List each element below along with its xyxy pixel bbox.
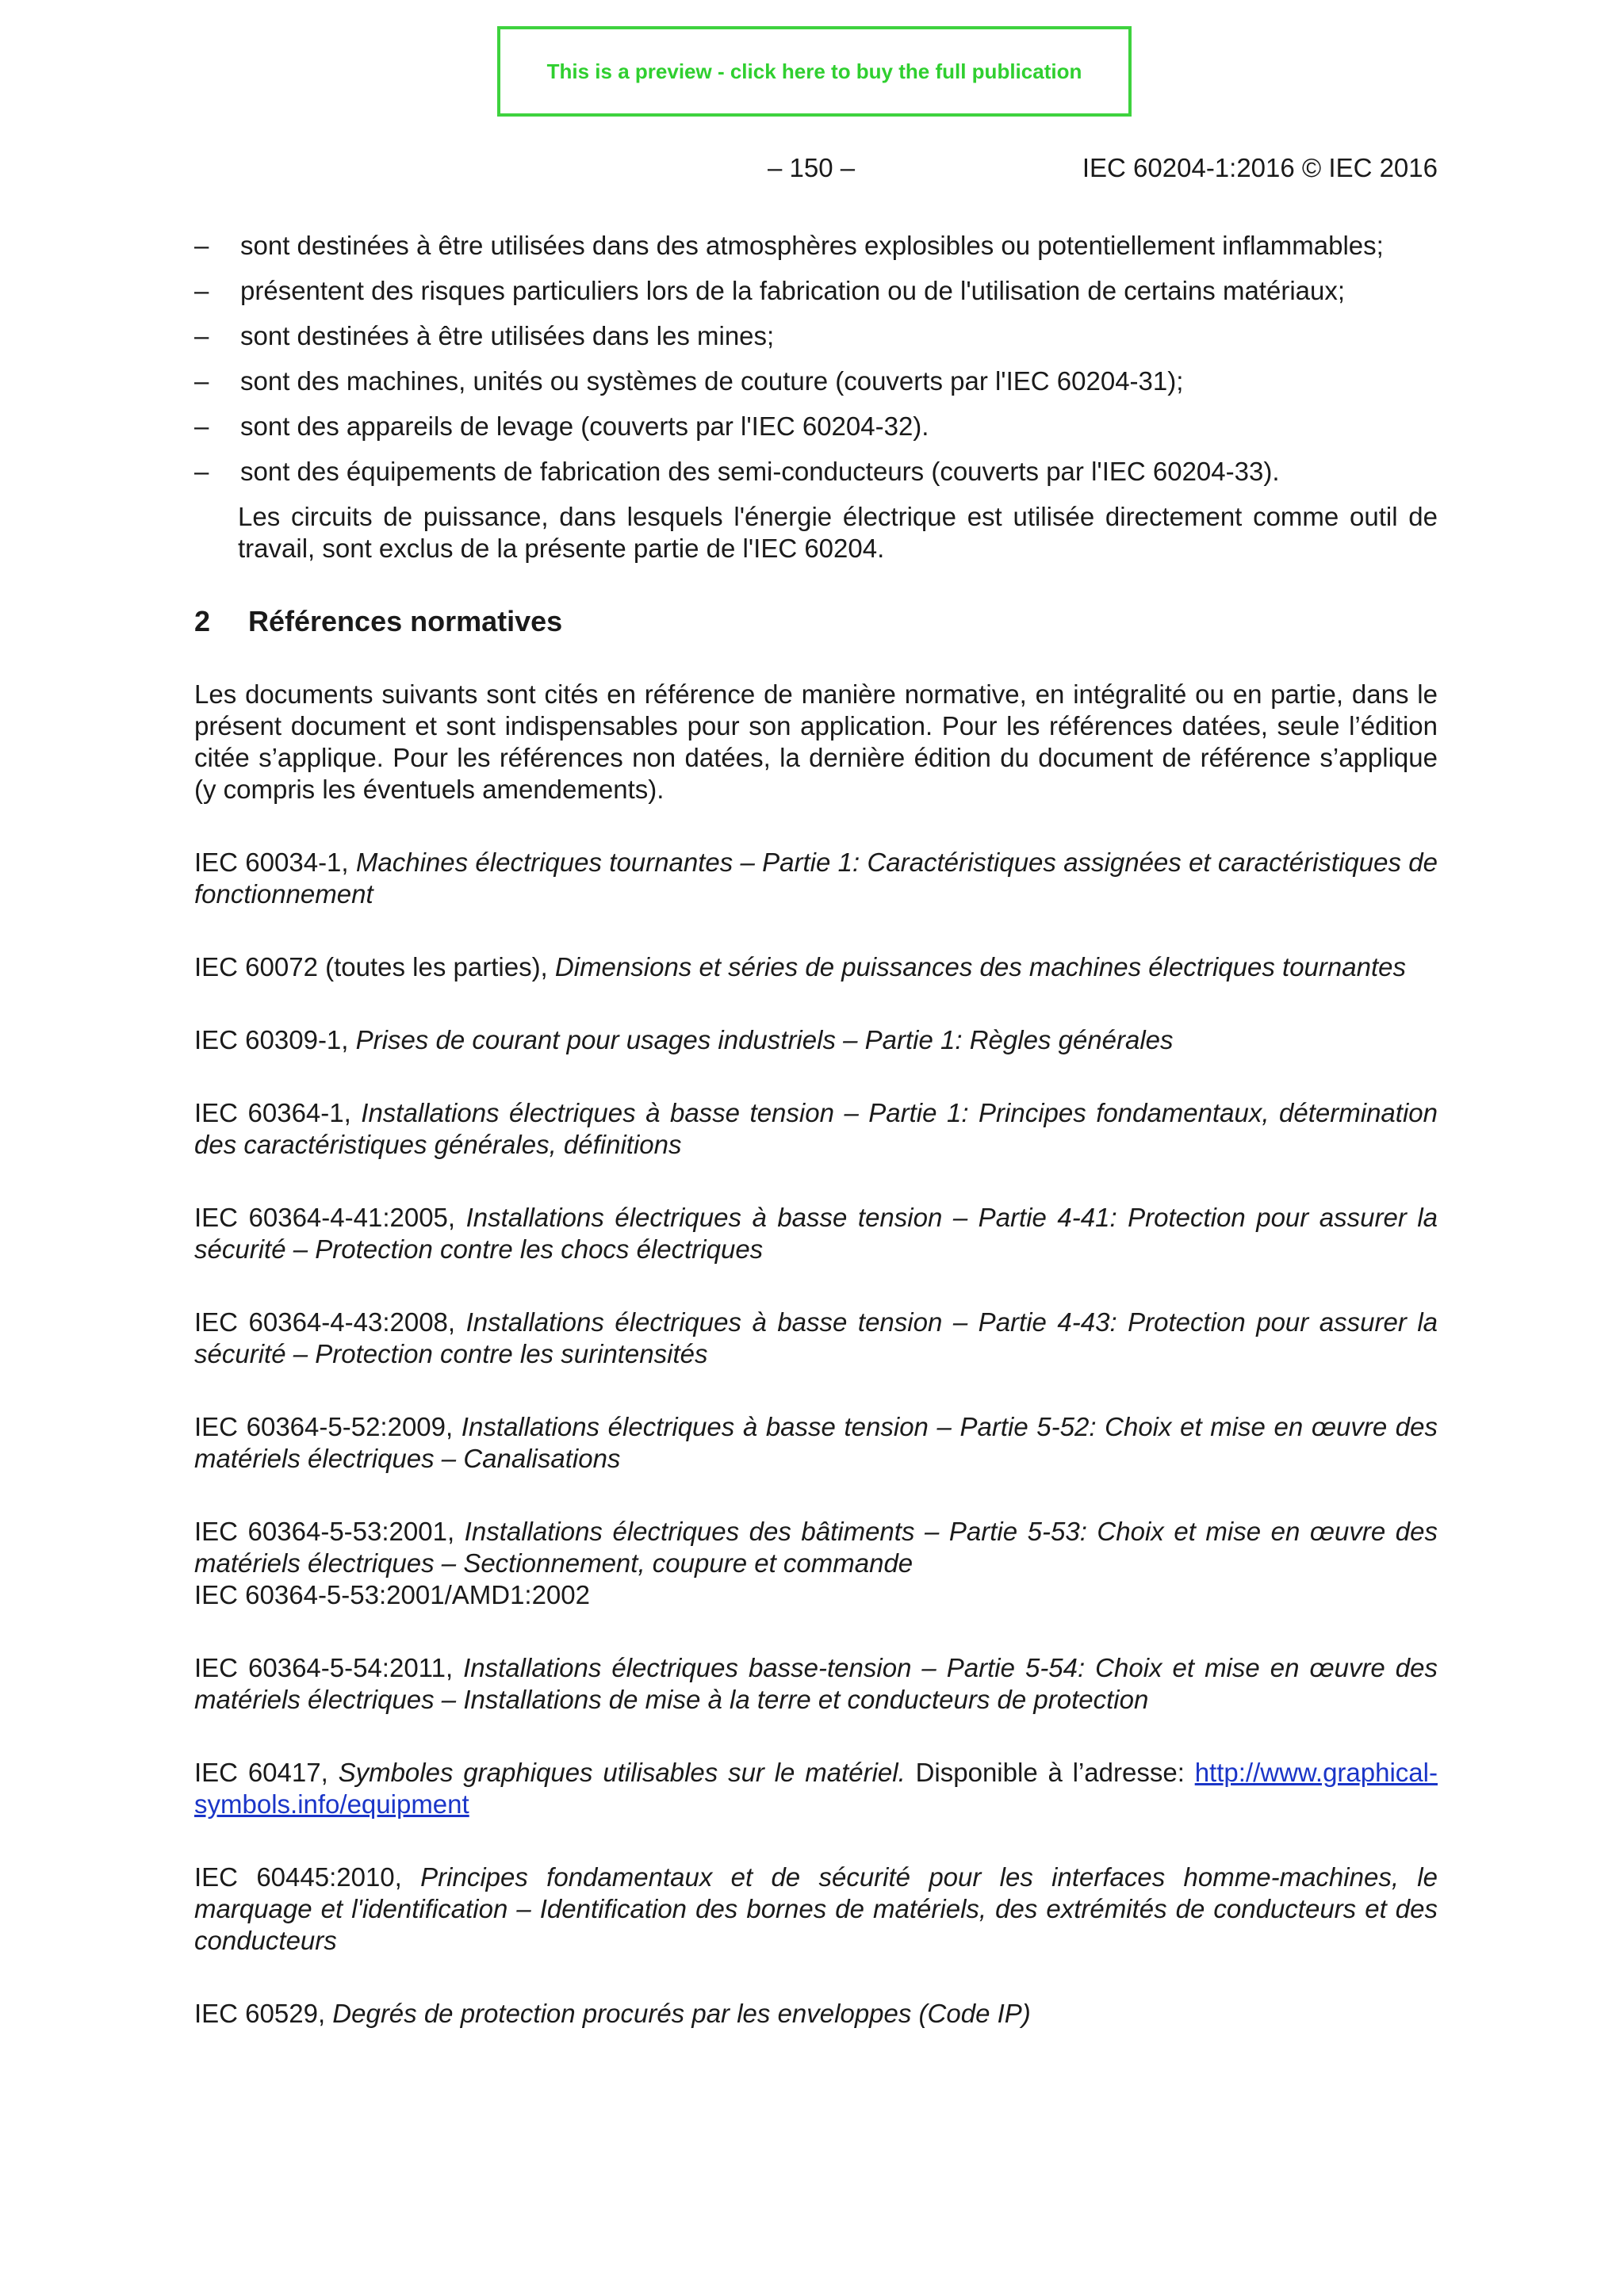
- exclusion-list: [194, 230, 1438, 488]
- reference-entry: IEC 60072 (toutes les parties), Dimensions et séries de puissances des machines électriques tournantes: [194, 952, 1406, 982]
- dash-bullet: –: [194, 231, 209, 260]
- dash-bullet: –: [194, 276, 209, 305]
- reference-entry: IEC 60309-1, Prises de courant pour usages industriels – Partie 1: Règles générales: [194, 1025, 1174, 1054]
- section-title: Références normatives: [248, 605, 563, 637]
- reference-entry: IEC 60364-4-41:2005, Installations électriques à basse tension – Partie 4-41: Protection pour assurer la sécurité – Protection contre les chocs électriques: [194, 1203, 1438, 1264]
- reference-entry: IEC 60529, Degrés de protection procurés par les enveloppes (Code IP): [194, 1999, 1031, 2028]
- reference-entry: IEC 60364-5-53:2001, Installations électriques des bâtiments – Partie 5-53: Choix et mise en œuvre des matériels électriques – Sectionnement, coupure et commande IEC 60364-5-53:2001/AMD1:2002: [194, 1517, 1438, 1609]
- reference-entry: IEC 60417, Symboles graphiques utilisables sur le matériel. Disponible à l’adresse: http://www.graphical-symbols.info/equipment: [194, 1758, 1438, 1819]
- section-number: 2: [194, 605, 211, 637]
- buy-publication-banner[interactable]: This is a preview - click here to buy the full publication: [497, 26, 1132, 117]
- reference-entry: IEC 60034-1, Machines électriques tournantes – Partie 1: Caractéristiques assignées et caractéristiques de fonctionnement: [194, 848, 1438, 909]
- reference-entry: IEC 60364-5-54:2011, Installations électriques basse-tension – Partie 5-54: Choix et mise en œuvre des matériels électriques – Installations de mise à la terre et conducteurs de protection: [194, 1653, 1438, 1714]
- list-item: – sont destinées à être utilisées dans les mines;: [194, 321, 775, 350]
- dash-bullet: –: [194, 321, 209, 350]
- dash-bullet: –: [194, 457, 209, 486]
- list-item: – sont des appareils de levage (couverts par l'IEC 60204-32).: [194, 411, 929, 441]
- dash-bullet: –: [194, 411, 209, 441]
- document-reference: IEC 60204-1:2016 © IEC 2016: [1082, 153, 1438, 182]
- list-item: – présentent des risques particuliers lors de la fabrication ou de l'utilisation de certains matériaux;: [194, 276, 1346, 305]
- reference-entry: IEC 60364-1, Installations électriques à basse tension – Partie 1: Principes fondamentaux, détermination des caractéristiques générales, définitions: [194, 1098, 1438, 1159]
- reference-entry: IEC 60445:2010, Principes fondamentaux et de sécurité pour les interfaces homme-machines, le marquage et l'identification – Identification des bornes de matériels, des extrémités de conducteurs et des conducteurs: [194, 1862, 1438, 1955]
- reference-entry: IEC 60364-5-52:2009, Installations électriques à basse tension – Partie 5-52: Choix et mise en œuvre des matériels électriques – Canalisations: [194, 1412, 1438, 1473]
- page-body: [194, 230, 1438, 2071]
- intro-paragraph: Les documents suivants sont cités en référence de manière normative, en intégralité ou en partie, dans le présent document et sont indispensables pour son application. Pour les références datées, seule l’édition citée s’applique. Pour les références non datées, la dernière édition du document de référence s’applique (y compris les éventuels amendements).: [194, 679, 1438, 804]
- scope-note: Les circuits de puissance, dans lesquels l'énergie électrique est utilisée directement comme outil de travail, sont exclus de la présente partie de l'IEC 60204.: [238, 502, 1438, 563]
- page-number: – 150 –: [768, 153, 856, 182]
- graphical-symbols-link[interactable]: http://www.graphical-symbols.info/equipment: [194, 1758, 1438, 1819]
- section-heading: [194, 604, 1438, 639]
- amendment-reference: IEC 60364-5-53:2001/AMD1:2002: [194, 1580, 590, 1609]
- list-item: – sont des machines, unités ou systèmes de couture (couverts par l'IEC 60204-31);: [194, 366, 1184, 396]
- list-item: – sont des équipements de fabrication des semi-conducteurs (couverts par l'IEC 60204-33).: [194, 457, 1280, 486]
- reference-entry: IEC 60364-4-43:2008, Installations électriques à basse tension – Partie 4-43: Protection pour assurer la sécurité – Protection contre les surintensités: [194, 1307, 1438, 1368]
- running-header: [194, 153, 1438, 188]
- list-item: – sont destinées à être utilisées dans des atmosphères explosibles ou potentiellement inflammables;: [194, 231, 1384, 260]
- dash-bullet: –: [194, 366, 209, 396]
